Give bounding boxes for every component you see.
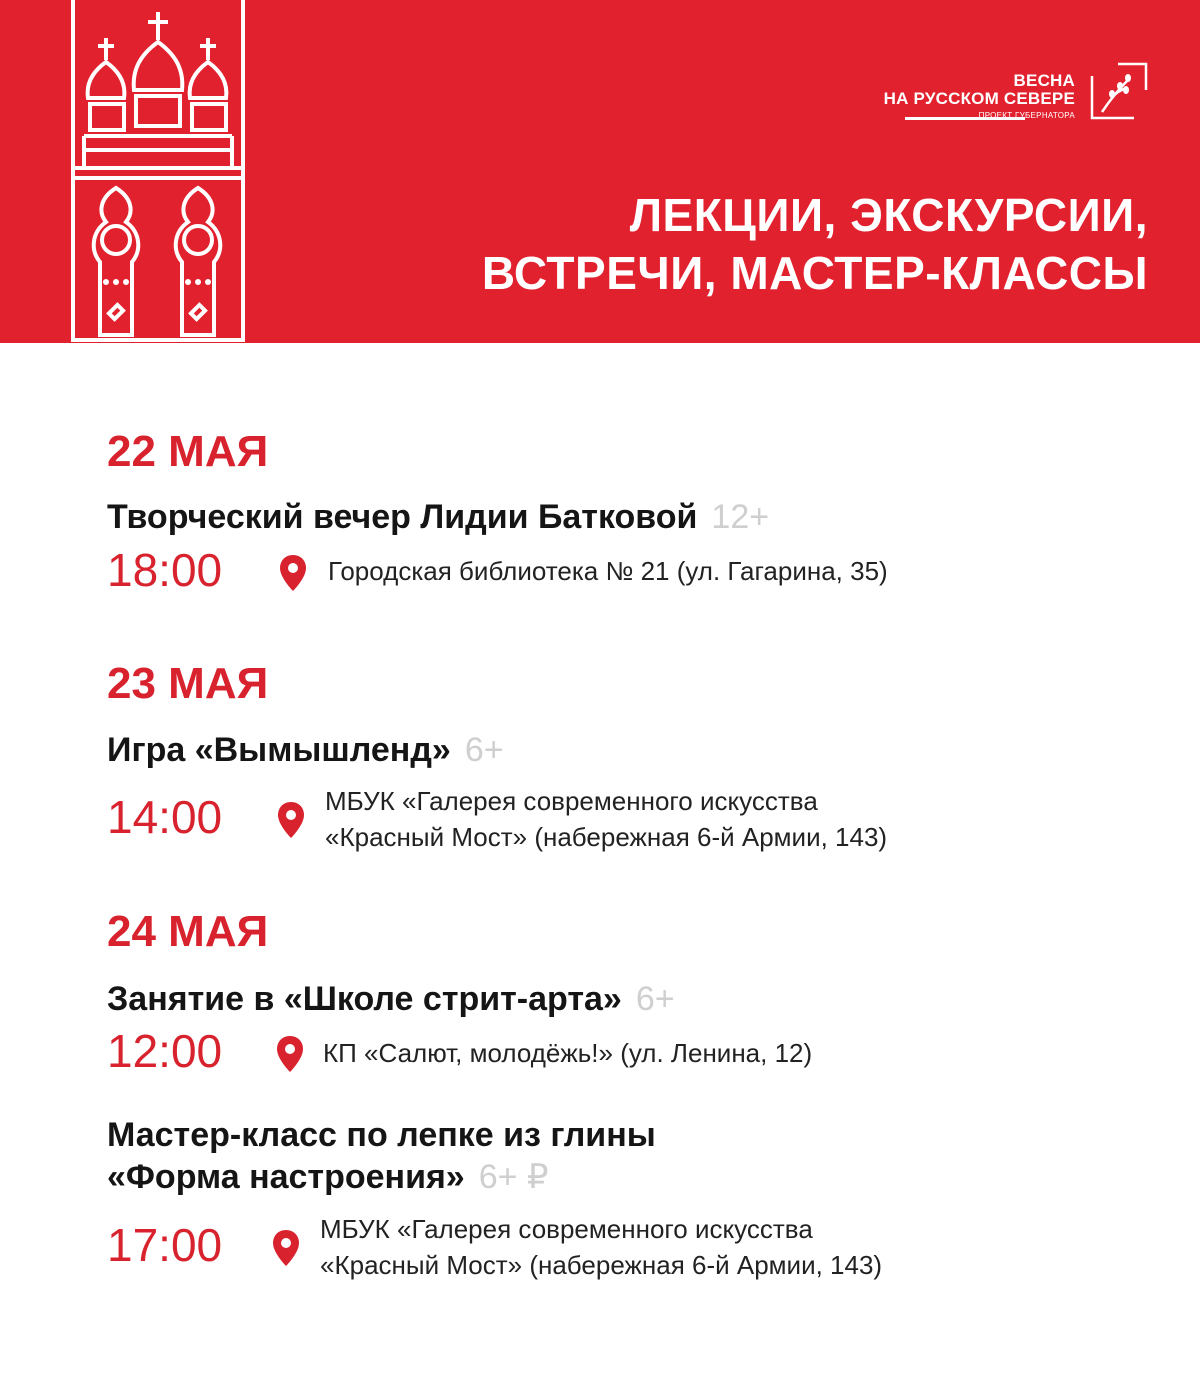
location-pin-icon — [276, 800, 306, 840]
day-header — [107, 428, 268, 476]
event-title — [107, 496, 769, 538]
event-time: 18:00 — [107, 544, 223, 596]
event-title — [107, 978, 675, 1020]
age-rating: 6+ — [635, 980, 675, 1018]
place-line2: «Красный Мост» (набережная 6-й Армии, 143) — [320, 1250, 883, 1280]
location-pin-icon — [278, 553, 308, 593]
event-title-text: Игра «Вымышленд» — [107, 731, 451, 769]
place-line1: МБУК «Галерея современного искусства — [320, 1214, 813, 1244]
headline-line1: ЛЕКЦИИ, ЭКСКУРСИИ, — [629, 189, 1148, 241]
event-title-line1: Мастер-класс по лепке из глины — [107, 1116, 656, 1154]
event-time: 14:00 — [107, 791, 223, 843]
age-rating: 6+ ₽ — [478, 1158, 549, 1196]
event-place — [323, 1035, 812, 1071]
brand-subtitle: ПРОЕКТ ГУБЕРНАТОРА — [978, 111, 1075, 120]
location-pin-icon — [275, 1034, 305, 1074]
header-banner — [0, 0, 1200, 343]
event-place — [325, 783, 887, 855]
page-title — [482, 186, 1148, 302]
age-rating: 6+ — [464, 731, 504, 769]
brand-text — [884, 72, 1075, 108]
willow-branch-icon — [1088, 60, 1150, 122]
day-header — [107, 908, 268, 956]
day-header — [107, 660, 268, 708]
event-title — [107, 729, 504, 771]
event-place — [328, 553, 888, 589]
event-time: 17:00 — [107, 1219, 223, 1271]
place-line2: «Красный Мост» (набережная 6-й Армии, 143) — [325, 822, 888, 852]
date-label: 22 МАЯ — [107, 427, 269, 476]
date-label: 24 МАЯ — [107, 907, 269, 956]
event-title-text: Занятие в «Школе стрит-арта» — [107, 980, 622, 1018]
date-label: 23 МАЯ — [107, 659, 269, 708]
event-title — [107, 1114, 656, 1198]
headline-line2: ВСТРЕЧИ, МАСТЕР-КЛАССЫ — [481, 247, 1148, 299]
place-line1: МБУК «Галерея современного искусства — [325, 786, 818, 816]
event-place — [320, 1211, 882, 1283]
brand-line2: НА РУССКОМ СЕВЕРЕ — [883, 89, 1075, 108]
age-rating: 12+ — [711, 498, 770, 536]
place-line1: КП «Салют, молодёжь!» (ул. Ленина, 12) — [323, 1038, 813, 1068]
church-ornament-icon — [70, 0, 246, 343]
brand-line1: ВЕСНА — [1013, 71, 1075, 90]
location-pin-icon — [271, 1228, 301, 1268]
event-title-line2: «Форма настроения» — [107, 1158, 465, 1196]
place-line1: Городская библиотека № 21 (ул. Гагарина, 35) — [328, 556, 888, 586]
event-title-text: Творческий вечер Лидии Батковой — [107, 498, 698, 536]
brand-logo — [830, 60, 1150, 130]
event-time: 12:00 — [107, 1025, 223, 1077]
